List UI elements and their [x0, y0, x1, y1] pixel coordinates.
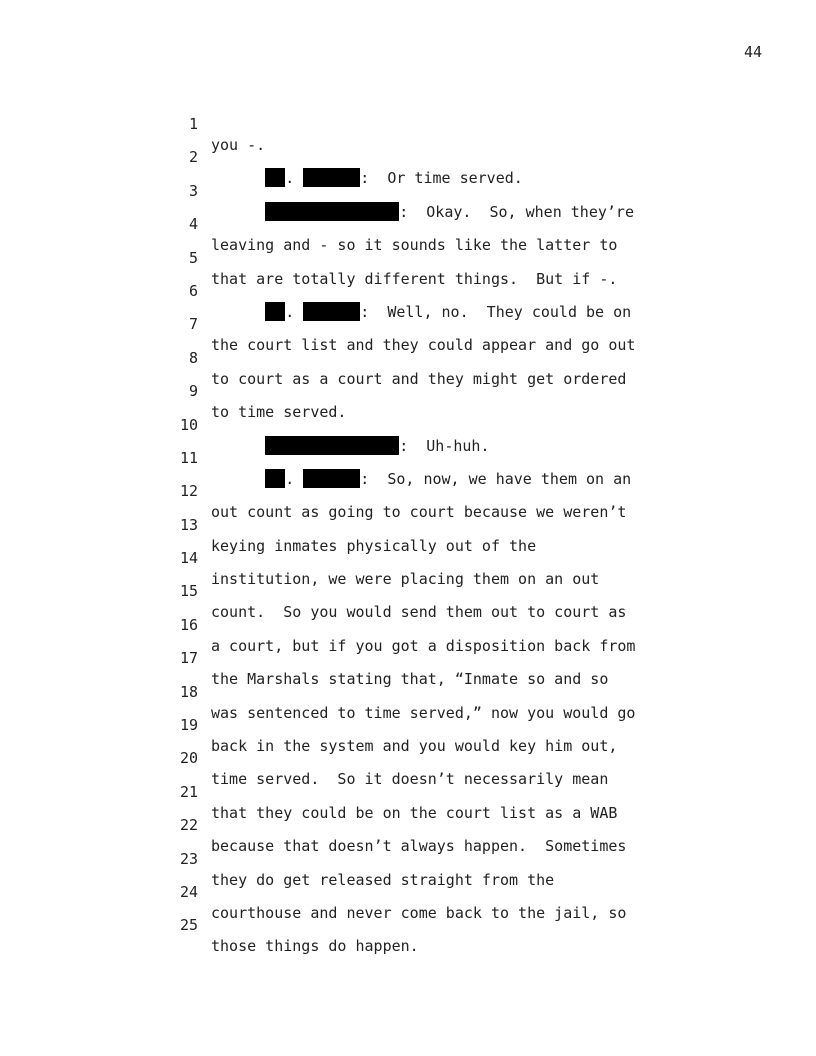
line-text: . : Or time served.: [211, 168, 523, 189]
transcript-line-20: [160, 727, 720, 789]
line-text: keying inmates physically out of the: [211, 536, 537, 555]
transcript-line-1: [160, 93, 720, 154]
speaker-text: : So, now, we have them on an: [360, 469, 632, 488]
line-text: the Marshals stating that, “Inmate so and so: [211, 670, 609, 689]
line-text: those things do happen.: [211, 937, 419, 956]
line-number: 23: [179, 849, 198, 868]
line-number: 14: [179, 549, 198, 568]
line-number: 7: [188, 315, 198, 334]
transcript-line-12: [160, 460, 720, 522]
line-text: that they could be on the court list as a WAB: [211, 803, 618, 822]
transcript-line-10: [160, 394, 720, 455]
speaker-text: : Okay. So, when they’re: [399, 202, 634, 221]
line-number: 12: [179, 482, 198, 501]
line-text: to time served.: [211, 403, 347, 422]
transcript-line-19: [160, 694, 720, 756]
line-text: out count as going to court because we weren’t: [211, 503, 627, 522]
line-text: count. So you would send them out to court as: [211, 603, 627, 622]
transcript-line-16: [160, 594, 720, 655]
transcript-line-22: [160, 794, 720, 856]
line-number: 3: [188, 181, 198, 200]
page-number: 44: [743, 43, 762, 61]
line-number: 1: [188, 115, 198, 133]
transcript-line-24: [160, 861, 720, 922]
transcript-body: [160, 93, 720, 956]
line-text: institution, we were placing them on an out: [211, 570, 600, 589]
transcript-line-21: [160, 761, 720, 822]
line-number: 9: [188, 382, 198, 401]
line-number: 2: [188, 148, 198, 167]
line-text: . : Well, no. They could be on: [211, 302, 631, 323]
transcript-line-13: [160, 494, 720, 555]
line-number: 11: [179, 448, 198, 467]
line-number: 8: [188, 348, 198, 367]
line-text: courthouse and never come back to the jail, so: [211, 903, 627, 922]
line-number: 25: [179, 916, 198, 935]
transcript-line-15: [160, 560, 720, 622]
line-text: because that doesn’t always happen. Sometimes: [211, 837, 627, 856]
line-number: 20: [179, 749, 198, 768]
speaker-text: : Or time served.: [360, 169, 523, 188]
line-text: time served. So it doesn’t necessarily mean: [211, 770, 609, 789]
line-text: a court, but if you got a disposition back from: [211, 636, 636, 655]
transcript-line-18: [160, 661, 720, 722]
line-text: that are totally different things. But if -.: [211, 269, 618, 288]
line-text: . : So, now, we have them on an: [211, 469, 631, 490]
line-number: 21: [179, 782, 198, 801]
line-number: 17: [179, 649, 198, 668]
transcript-line-14: [160, 527, 720, 589]
transcript-line-4: [160, 193, 720, 255]
line-text: the court list and they could appear and go out: [211, 336, 636, 355]
line-number: 10: [179, 415, 198, 434]
line-number: 16: [179, 615, 198, 634]
line-number: 13: [179, 515, 198, 534]
transcript-line-9: [160, 360, 720, 422]
line-number: 19: [179, 716, 198, 735]
line-number: 4: [188, 215, 198, 234]
line-number: 6: [188, 281, 198, 300]
line-number: 5: [188, 248, 198, 267]
line-text: they do get released straight from the: [211, 870, 555, 889]
speaker-text: : Well, no. They could be on: [360, 302, 632, 321]
line-number: 18: [179, 682, 198, 701]
transcript-line-5: [160, 227, 720, 288]
transcript-line-3: [160, 160, 720, 221]
line-text: you -.: [211, 136, 266, 154]
speaker-text: : Uh-huh.: [399, 436, 490, 455]
line-text: to court as a court and they might get ordered: [211, 369, 627, 388]
line-number: 22: [179, 816, 198, 835]
transcript-line-11: [160, 427, 720, 488]
transcript-line-7: [160, 293, 720, 355]
transcript-line-2: [160, 126, 720, 188]
line-text: back in the system and you would key him out,: [211, 737, 618, 756]
transcript-line-25: [160, 894, 720, 956]
transcript-line-8: [160, 327, 720, 388]
line-text: leaving and - so it sounds like the latter to: [211, 236, 618, 255]
transcript-line-6: [160, 260, 720, 321]
transcript-line-23: [160, 828, 720, 889]
line-number: 24: [179, 882, 198, 901]
line-number: 15: [179, 582, 198, 601]
transcript-line-17: [160, 627, 720, 689]
line-text: was sentenced to time served,” now you would go: [211, 703, 636, 722]
